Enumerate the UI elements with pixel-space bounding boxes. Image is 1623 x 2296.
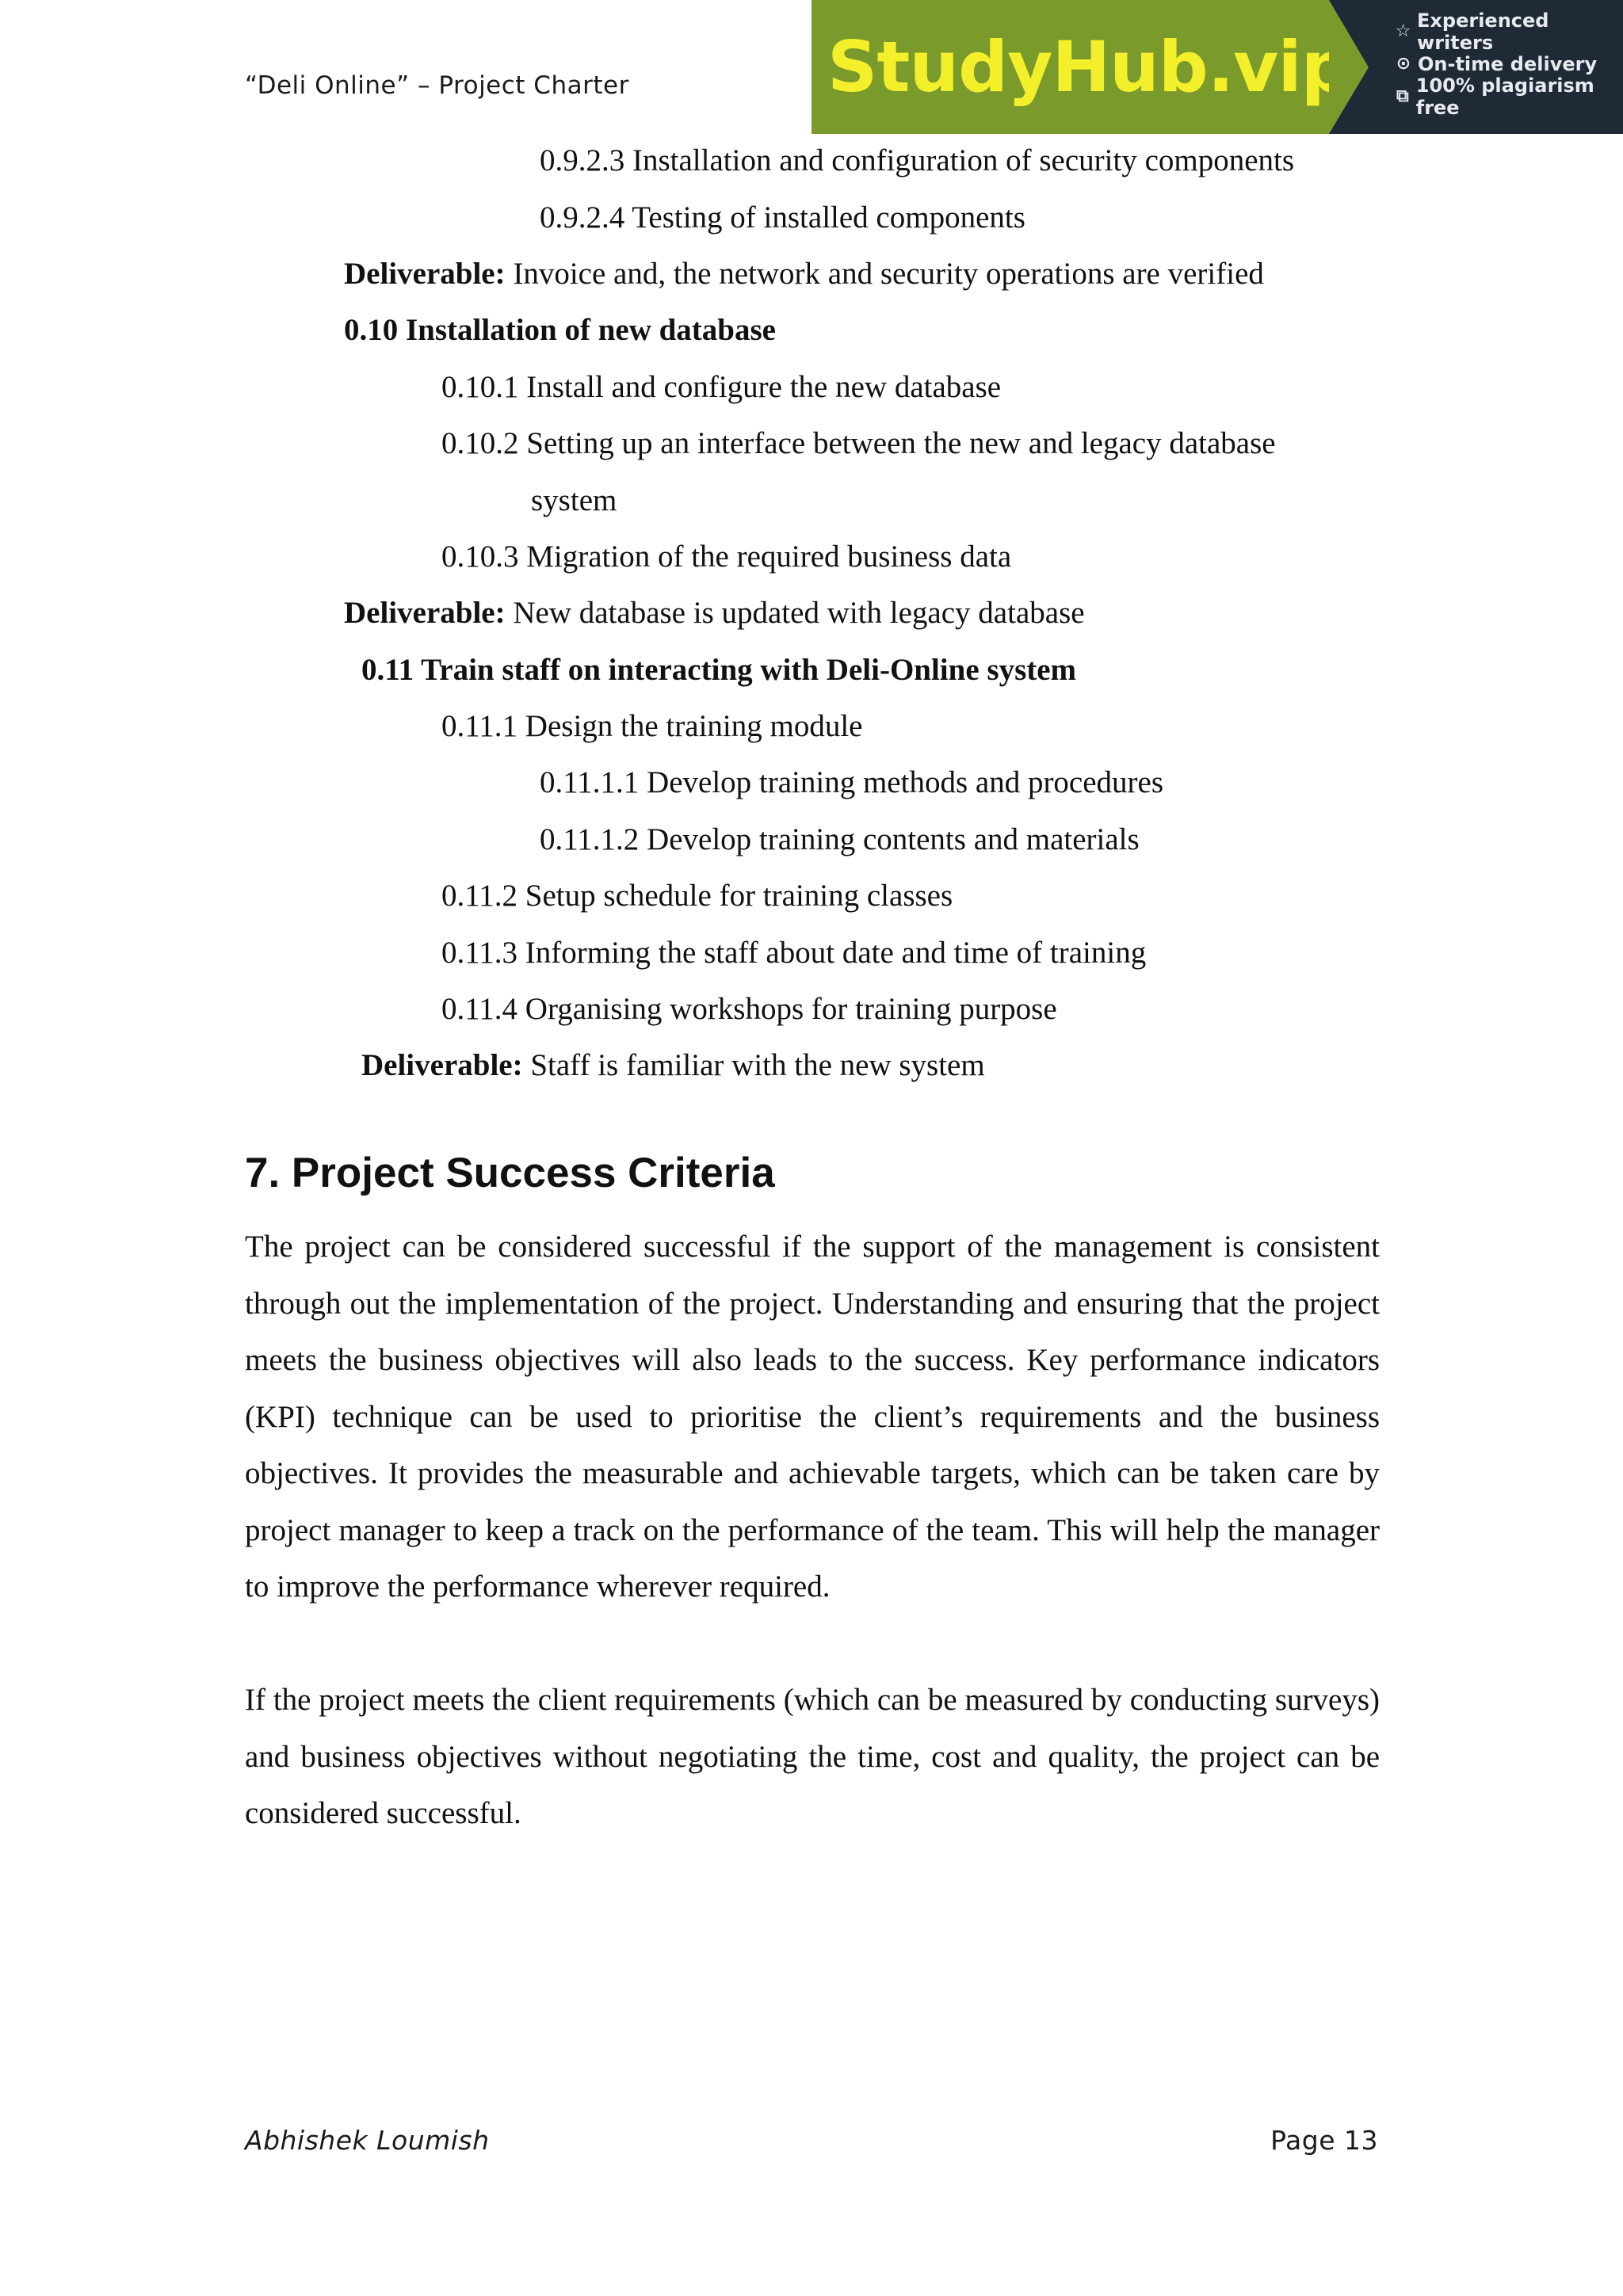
studyhub-logo-text: StudyHub.vip [827, 26, 1350, 108]
banner-chevron [1329, 0, 1369, 134]
banner-feature-text: On-time delivery [1418, 52, 1598, 75]
outline-heading: 0.11 Train staff on interacting with Deli-Online system [361, 653, 1077, 687]
deliverable-label: Deliverable: [344, 257, 506, 291]
outline-item: 0.10.3 Migration of the required business data [441, 540, 1012, 574]
outline-item: 0.11.2 Setup schedule for training classes [441, 879, 953, 913]
outline-item: 0.10.2 Setting up an interface between the new and legacy database [441, 426, 1276, 460]
banner-feature-text: 100% plagiarism free [1415, 74, 1594, 119]
clock-icon: ⊙ [1396, 54, 1411, 74]
banner-feature-text: Experienced writers [1417, 9, 1549, 54]
footer-author: Abhishek Loumish [245, 2125, 490, 2156]
outline-item: 0.9.2.3 Installation and configuration of security components [540, 143, 1295, 177]
deliverable-text: Invoice and, the network and security operations are verified [505, 257, 1264, 291]
section-paragraph: The project can be considered successful if the support of the management is consistent through out the implementation of the project. Understanding and ensuring that the project meets the business objectives will also leads to the success. Key performance indicators (KPI) technique can be used to prioritise the client’s requirements and the business objectives. It provides the measurable and achievable targets, which can be taken care by project manager to keep a track on the performance of the team. This will help the manager to improve the performance wherever required. [245, 1230, 1380, 1604]
deliverable-line [344, 254, 1264, 294]
deliverable-line [361, 1046, 985, 1085]
star-icon: ☆ [1395, 21, 1411, 41]
deliverable-label: Deliverable: [344, 596, 506, 630]
outline-item: 0.11.1 Design the training module [441, 709, 863, 743]
deliverable-label: Deliverable: [361, 1048, 523, 1082]
outline-item: 0.11.3 Informing the staff about date and time of training [441, 936, 1147, 970]
outline-item: 0.9.2.4 Testing of installed components [540, 200, 1025, 235]
outline-item-continued: system [531, 483, 617, 517]
studyhub-logo[interactable] [812, 0, 1350, 134]
deliverable-text: Staff is familiar with the new system [522, 1048, 985, 1082]
banner-feature-delivery [1394, 51, 1623, 76]
banner-features [1329, 0, 1623, 134]
outline-item: 0.11.1.2 Develop training contents and materials [540, 822, 1140, 856]
outline-item: 0.10.1 Install and configure the new database [441, 370, 1002, 404]
document-header-title: “Deli Online” – Project Charter [245, 71, 629, 100]
outline-item: 0.11.4 Organising workshops for training purpose [441, 992, 1057, 1026]
footer-page-number: Page 13 [1270, 2125, 1378, 2156]
banner-feature-plagiarism [1394, 74, 1623, 119]
copy-icon: ⧉ [1396, 86, 1409, 106]
studyhub-banner[interactable] [812, 0, 1623, 134]
deliverable-line [344, 593, 1085, 633]
section-heading: 7. Project Success Criteria [245, 1150, 775, 1196]
deliverable-text: New database is updated with legacy database [505, 596, 1085, 630]
section-paragraph: If the project meets the client requirements (which can be measured by conducting surveys) and business objectives without negotiating the time, cost and quality, the project can be considered successful. [245, 1683, 1380, 1830]
outline-item: 0.11.1.1 Develop training methods and procedures [540, 765, 1164, 799]
banner-feature-writers [1394, 9, 1623, 54]
outline-heading: 0.10 Installation of new database [344, 313, 776, 347]
